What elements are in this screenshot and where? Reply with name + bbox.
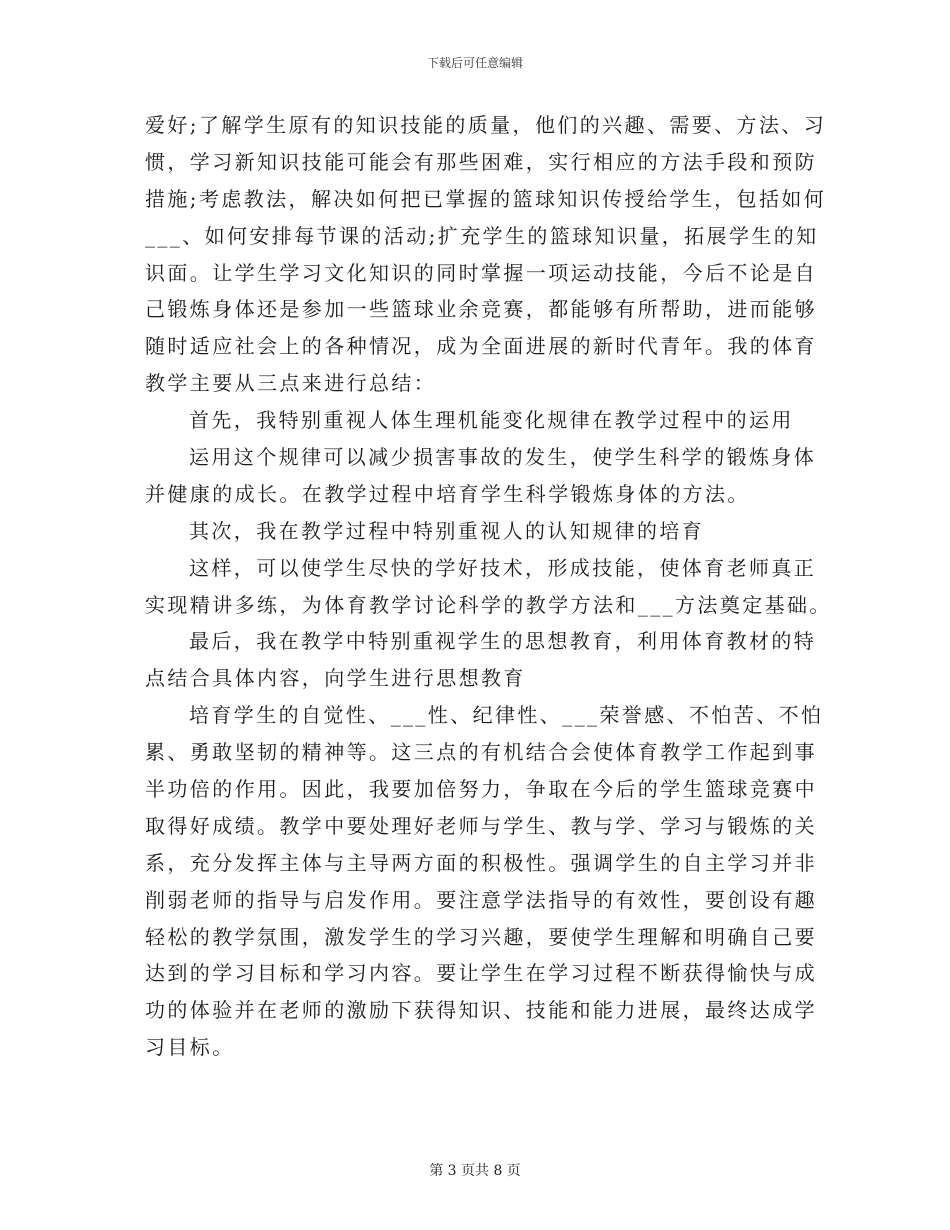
text-line: 点结合具体内容，向学生进行思想教育 (145, 666, 526, 691)
text-line: 随时适应社会上的各种情况，成为全面进展的新时代青年。我的体育 (145, 334, 817, 359)
text-line: 习目标。 (145, 1035, 235, 1060)
text-line: 爱好;了解学生原有的知识技能的质量，他们的兴趣、需要、方法、习 (145, 113, 827, 137)
text-line: 识面。让学生学习文化知识的同时掌握一项运动技能，今后不论是自 (145, 260, 817, 285)
text-line: 达到的学习目标和学习内容。要让学生在学习过程不断获得愉快与成 (145, 961, 817, 986)
text-line: 取得好成绩。教学中要处理好老师与学生、教与学、学习与锻炼的关 (145, 813, 817, 838)
text-line: 削弱老师的指导与启发作用。要注意学法指导的有效性，要创设有趣 (145, 887, 817, 912)
text-line: 累、勇敢坚韧的精神等。这三点的有机结合会使体育教学工作起到事 (145, 740, 817, 765)
text-line: 系，充分发挥主体与主导两方面的积极性。强调学生的自主学习并非 (145, 850, 817, 875)
text-line: 己锻炼身体还是参加一些篮球业余竞赛，都能够有所帮助，进而能够 (145, 297, 817, 322)
text-line: 措施;考虑教法，解决如何把已掌握的篮球知识传授给学生，包括如何 (145, 186, 827, 211)
text-line: 教学主要从三点来进行总结： (145, 371, 437, 396)
text-line: 这样，可以使学生尽快的学好技术，形成技能，使体育老师真正 (189, 555, 817, 580)
text-line: 首先，我特别重视人体生理机能变化规律在教学过程中的运用 (189, 408, 794, 433)
text-line: 培育学生的自觉性、___性、纪律性、___荣誉感、不怕苦、不怕 (189, 703, 824, 728)
text-line: 运用这个规律可以减少损害事故的发生，使学生科学的锻炼身体 (189, 445, 817, 470)
page-header: 下载后可任意编辑 (426, 56, 523, 70)
text-line: 并健康的成长。在教学过程中培育学生科学锻炼身体的方法。 (145, 481, 750, 506)
text-line: ___、如何安排每节课的活动;扩充学生的篮球知识量，拓展学生的知 (145, 223, 819, 248)
text-line: 功的体验并在老师的激励下获得知识、技能和能力进展，最终达成学 (145, 998, 817, 1023)
document-body (145, 107, 832, 1066)
page-number: 第 3 页共 8 页 (429, 1163, 521, 1179)
text-line: 其次，我在教学过程中特别重视人的认知规律的培育 (189, 518, 705, 543)
text-line: 半功倍的作用。因此，我要加倍努力，争取在今后的学生篮球竞赛中 (145, 777, 817, 802)
text-line: 惯，学习新知识技能可能会有那些困难，实行相应的方法手段和预防 (145, 149, 817, 174)
text-line: 最后，我在教学中特别重视学生的思想教育，利用体育教材的特 (189, 629, 817, 654)
text-line: 实现精讲多练，为体育教学讨论科学的教学方法和___方法奠定基础。 (145, 592, 832, 617)
text-line: 轻松的教学氛围，激发学生的学习兴趣，要使学生理解和明确自己要 (145, 924, 817, 949)
